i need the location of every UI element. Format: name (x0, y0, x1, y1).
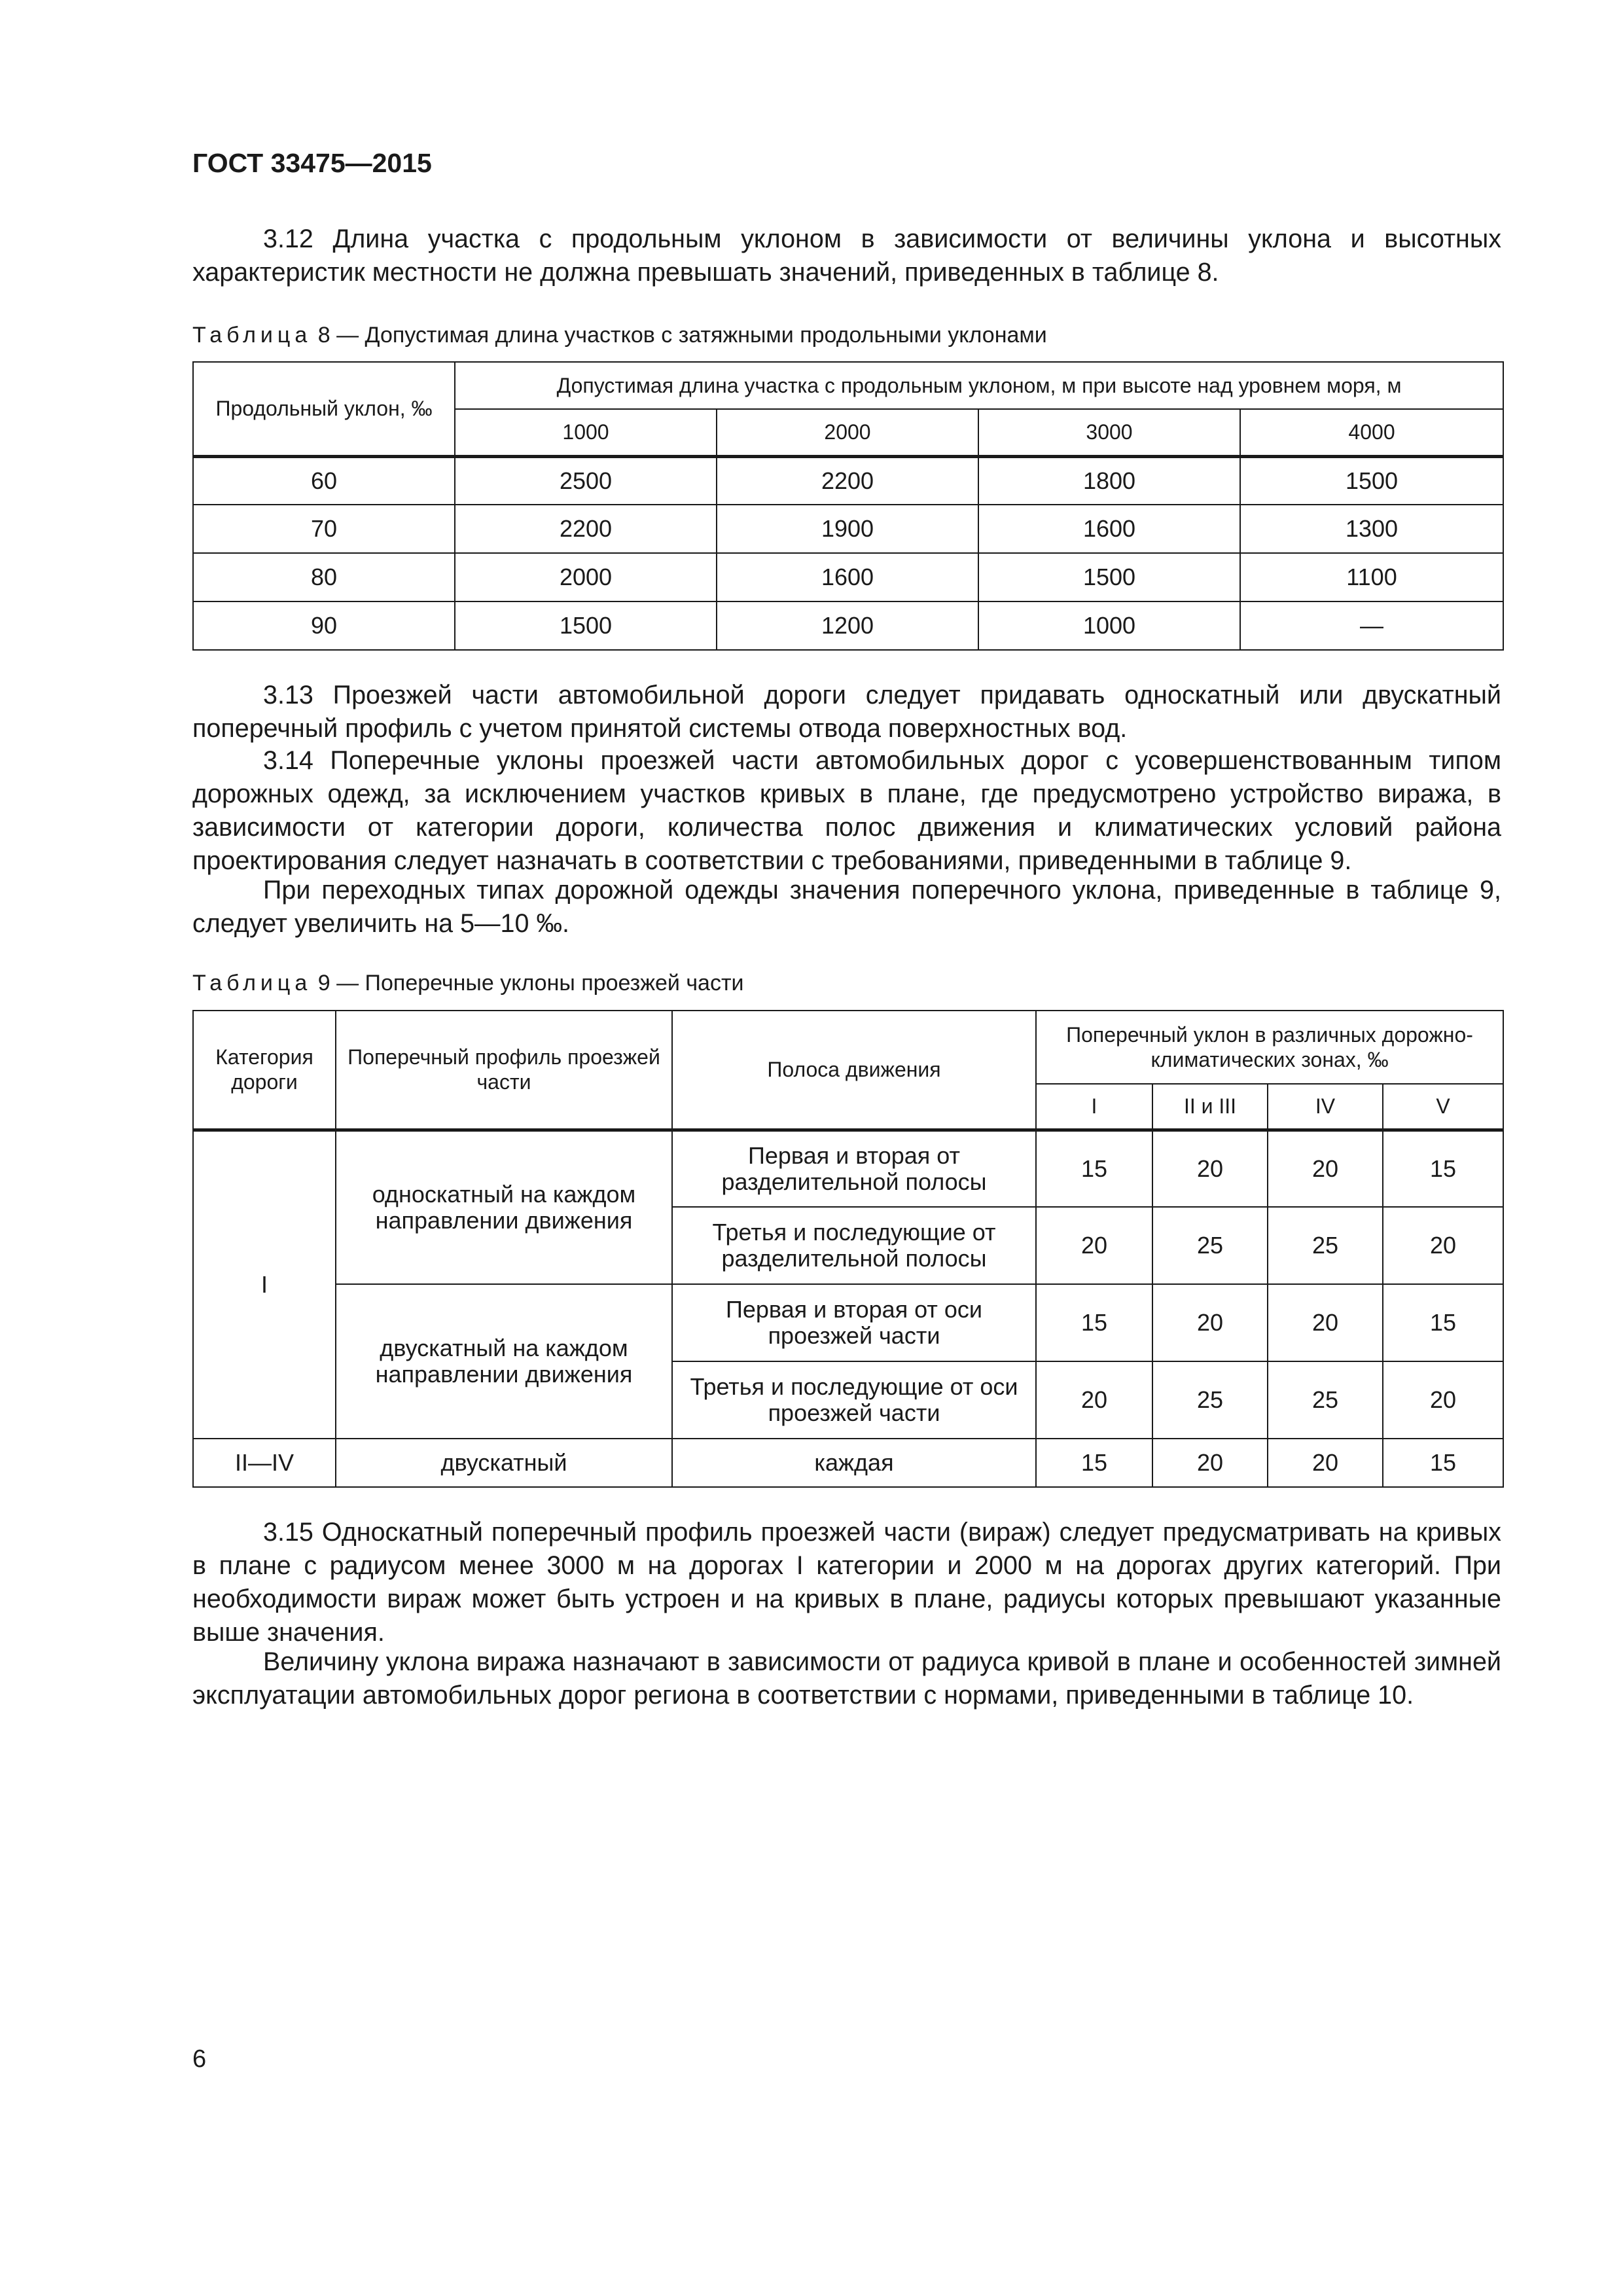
table-row (193, 601, 1503, 650)
table-9-profile: двускатный (336, 1439, 672, 1487)
table-9-header-category: Категория дороги (193, 1011, 336, 1130)
table-cell: 1500 (455, 601, 717, 650)
table-cell: 25 (1152, 1361, 1268, 1439)
paragraph-3-12: 3.12 Длина участка с продольным уклоном в зависимости от величины уклона и высотных характеристик местности не должна превышать значений, приведенных в таблице 8. (192, 224, 1501, 287)
table-9-zone-i: I (1036, 1084, 1152, 1130)
table-cell: 20 (1152, 1130, 1268, 1207)
table-cell: 15 (1383, 1130, 1503, 1207)
table-8-altitude-3000: 3000 (978, 409, 1240, 456)
table-cell: 1500 (978, 553, 1240, 601)
table-cell: 1000 (978, 601, 1240, 650)
table-9-category-ii-iv: II—IV (193, 1439, 336, 1487)
table-9-caption (192, 970, 744, 996)
table-cell: 20 (1268, 1130, 1383, 1207)
table-cell: 1300 (1240, 505, 1503, 553)
table-cell: 20 (1036, 1207, 1152, 1284)
table-cell: 1800 (978, 456, 1240, 505)
table-9-lane: Первая и вторая от разделительной полосы (672, 1130, 1036, 1207)
table-cell: 15 (1036, 1284, 1152, 1361)
table-9-category-i: I (193, 1130, 336, 1439)
paragraph-3-15: 3.15 Односкатный поперечный профиль проезжей части (вираж) следует предусматривать на кривых в плане с радиусом менее 3000 м на дорогах I категории и 2000 м на дорогах других категорий. При необходимости вираж может быть устроен и на кривых в плане, радиусы которых превышают указанные выше значения. (192, 1518, 1501, 1647)
table-row (193, 553, 1503, 601)
table-cell: 2000 (455, 553, 717, 601)
table-8-caption-label: Таблица (192, 323, 312, 348)
table-cell: 80 (193, 553, 455, 601)
table-cell: 60 (193, 456, 455, 505)
table-8-altitude-4000: 4000 (1240, 409, 1503, 456)
table-row (193, 1284, 1503, 1361)
table-cell: 1100 (1240, 553, 1503, 601)
table-cell: 15 (1383, 1284, 1503, 1361)
table-9-zone-v: V (1383, 1084, 1503, 1130)
paragraph-transitional-types: При переходных типах дорожной одежды значения поперечного уклона, приведенные в таблице 9, следует увеличить на 5—10 ‰. (192, 876, 1501, 938)
table-8 (192, 361, 1504, 651)
table-row (193, 505, 1503, 553)
table-cell: 20 (1036, 1361, 1152, 1439)
table-8-altitude-2000: 2000 (717, 409, 978, 456)
table-9-lane: Первая и вторая от оси проезжей части (672, 1284, 1036, 1361)
table-cell: 20 (1383, 1207, 1503, 1284)
table-cell: 1900 (717, 505, 978, 553)
table-8-altitude-1000: 1000 (455, 409, 717, 456)
table-9-caption-label: Таблица (192, 971, 312, 996)
table-8-header-row (193, 362, 1503, 409)
table-9-zone-ii-iii: II и III (1152, 1084, 1268, 1130)
table-row (193, 456, 1503, 505)
table-9-lane: каждая (672, 1439, 1036, 1487)
table-9 (192, 1010, 1504, 1488)
table-cell: 20 (1383, 1361, 1503, 1439)
table-row (193, 1439, 1503, 1487)
table-cell: 1600 (717, 553, 978, 601)
table-cell: 1600 (978, 505, 1240, 553)
table-cell: 70 (193, 505, 455, 553)
table-8-header-length: Допустимая длина участка с продольным уклоном, м при высоте над уровнем моря, м (455, 362, 1503, 409)
paragraph-3-13: 3.13 Проезжей части автомобильной дороги следует придавать односкатный или двускатный поперечный профиль с учетом принятой системы отвода поверхностных вод. (192, 681, 1501, 743)
table-cell: 25 (1152, 1207, 1268, 1284)
table-cell: 25 (1268, 1361, 1383, 1439)
paragraph-superelevation: Величину уклона виража назначают в зависимости от радиуса кривой в плане и особенностей зимней эксплуатации автомобильных дорог региона в соответствии с нормами, приведенными в таблице 10. (192, 1647, 1501, 1710)
page-number: 6 (192, 2045, 207, 2073)
table-9-profile-double-slope: двускатный на каждом направлении движения (336, 1284, 672, 1439)
table-9-profile-single-slope: односкатный на каждом направлении движения (336, 1130, 672, 1284)
table-cell: 2500 (455, 456, 717, 505)
table-9-lane: Третья и последующие от оси проезжей части (672, 1361, 1036, 1439)
table-9-lane: Третья и последующие от разделительной полосы (672, 1207, 1036, 1284)
table-cell: 20 (1268, 1439, 1383, 1487)
table-cell: 15 (1036, 1130, 1152, 1207)
table-9-header-lane: Полоса движения (672, 1011, 1036, 1130)
paragraph-3-14: 3.14 Поперечные уклоны проезжей части автомобильных дорог с усовершенствованным типом дорожных одежд, за исключением участков кривых в плане, где предусмотрено устройство виража, в зависимости от категории дороги, количества полос движения и климатических условий района проектирования следует назначать в соответствии с требованиями, приведенными в таблице 9. (192, 746, 1501, 875)
table-cell: 1500 (1240, 456, 1503, 505)
table-9-header-profile: Поперечный профиль проезжей части (336, 1011, 672, 1130)
document-id: ГОСТ 33475—2015 (192, 148, 432, 178)
table-cell: 25 (1268, 1207, 1383, 1284)
table-9-zone-iv: IV (1268, 1084, 1383, 1130)
table-cell: 1200 (717, 601, 978, 650)
table-9-caption-title: 9 — Поперечные уклоны проезжей части (312, 971, 744, 996)
table-row (193, 1130, 1503, 1207)
table-8-caption (192, 322, 1047, 348)
table-cell: 90 (193, 601, 455, 650)
table-8-header-slope: Продольный уклон, ‰ (193, 362, 455, 456)
table-8-caption-title: 8 — Допустимая длина участков с затяжными продольными уклонами (312, 323, 1047, 348)
table-9-header-slope: Поперечный уклон в различных дорожно-климатических зонах, ‰ (1036, 1011, 1503, 1084)
table-9-header-row (193, 1011, 1503, 1084)
table-cell: — (1240, 601, 1503, 650)
table-cell: 15 (1383, 1439, 1503, 1487)
table-cell: 2200 (717, 456, 978, 505)
table-cell: 2200 (455, 505, 717, 553)
table-cell: 20 (1152, 1284, 1268, 1361)
table-cell: 20 (1268, 1284, 1383, 1361)
table-cell: 20 (1152, 1439, 1268, 1487)
table-cell: 15 (1036, 1439, 1152, 1487)
